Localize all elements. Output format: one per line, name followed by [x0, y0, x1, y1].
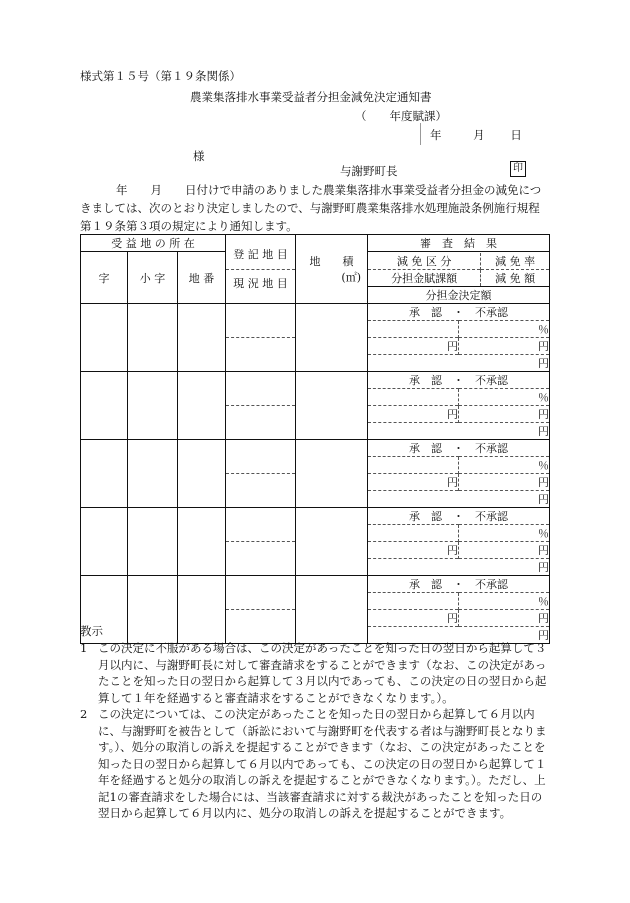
cell-land-category: [226, 304, 296, 372]
header-current: 現 況 地 目: [233, 276, 288, 290]
exemption-yen: 円: [459, 542, 550, 559]
approval-choice: 承 認 ・ 不承認: [409, 374, 509, 387]
header-area-unit: (㎡): [341, 271, 362, 284]
note-text: この決定については、この決定があったことを知った日の翌日から起算して６月以内に、与謝野町を被告として（訴訟において与謝野町を代表する者は与謝野町長となります。）、処分の取消しの訴えを提起することができます（なお、この決定があったことを知った日の翌日から起算して６月以内であっても、この決定の日の翌日から起算して１年を経過すると処分の取消しの訴えを提起することができなくなります。）。ただし、上記1の審査請求をした場合には、当該審査請求に対する裁決があったことを知った日の翌日から起算して６月以内に、処分の取消しの訴えを提起することができます。: [98, 707, 547, 820]
cell-review-result: [368, 576, 550, 644]
sender-name: 与謝野町長: [340, 164, 398, 178]
rate-percent: ％: [459, 321, 550, 338]
header-registered: 登 記 地 目: [226, 241, 295, 270]
table-row: [81, 576, 550, 644]
exemption-yen: 円: [459, 610, 550, 627]
fiscal-year-line: （ 年度賦課）: [355, 109, 447, 123]
decided-yen: 円: [368, 627, 549, 644]
cell-review-result: [368, 372, 550, 440]
approval-choice: 承 認 ・ 不承認: [409, 510, 509, 523]
decided-yen: 円: [368, 423, 549, 440]
cell-chiban: [178, 576, 226, 644]
cell-chiban: [178, 372, 226, 440]
cell-land-category: [226, 576, 296, 644]
body-text: 年 月 日付けで申請のありました農業集落排水事業受益者分担金の減免につきましては、次のとおり決定しましたので、与謝野町農業集落排水処理施設条例施行規程第１９条第３項の規定により通知します。: [80, 183, 542, 233]
body-paragraph: [80, 181, 550, 235]
header-area: [296, 235, 368, 304]
rate-percent: ％: [459, 389, 550, 406]
note-text: この決定に不服がある場合は、この決定があったことを知った日の翌日から起算して３月以内に、与謝野町長に対して審査請求をすることができます（なお、この決定があったことを知った日の翌日から起算して３月以内であっても、この決定の日の翌日から起算して１年を経過すると審査請求をすることができなくなります。）。: [98, 641, 547, 705]
header-location: 受 益 地 の 所 在: [81, 235, 226, 252]
note-number: 1: [80, 641, 88, 655]
cell-review-result: [368, 508, 550, 576]
cell-area: [296, 508, 368, 576]
table-row: [81, 508, 550, 576]
date-month: 月: [473, 128, 485, 142]
header-exemption-rate: 減 免 率: [481, 253, 549, 270]
levy-yen: 円: [368, 610, 459, 627]
table-row: [81, 304, 550, 372]
rate-percent: ％: [459, 525, 550, 542]
exemption-yen: 円: [459, 338, 550, 355]
cell-koaza: [128, 440, 178, 508]
notes-list: [80, 640, 550, 822]
cell-aza: [81, 372, 128, 440]
cell-chiban: [178, 304, 226, 372]
header-review: 審 査 結 果: [368, 235, 550, 252]
cell-chiban: [178, 508, 226, 576]
date-day: 日: [510, 128, 522, 142]
date-line: [430, 127, 536, 143]
header-land-category: [226, 235, 296, 304]
table-row: [81, 440, 550, 508]
decided-yen: 円: [368, 355, 549, 372]
decided-yen: 円: [368, 491, 549, 508]
cell-review-result: [368, 440, 550, 508]
approval-choice: 承 認 ・ 不承認: [409, 306, 509, 319]
exemption-yen: 円: [459, 406, 550, 423]
decided-yen: 円: [368, 559, 549, 576]
rate-percent: ％: [459, 593, 550, 610]
cell-aza: [81, 304, 128, 372]
header-levy-amount: 分担金賦課額: [368, 269, 481, 286]
form-number: 様式第１５号（第１９条関係）: [80, 69, 241, 83]
cell-land-category: [226, 508, 296, 576]
note-number: 2: [80, 707, 88, 721]
cell-review-result: [368, 304, 550, 372]
date-divider: [420, 123, 421, 145]
header-exemption-amount: 減 免 額: [481, 269, 549, 286]
cell-aza: [81, 440, 128, 508]
header-aza: 字: [81, 252, 128, 304]
date-year: 年: [430, 128, 442, 142]
cell-koaza: [128, 576, 178, 644]
levy-yen: 円: [368, 338, 459, 355]
header-decided-amount: 分担金決定額: [368, 287, 550, 304]
header-chiban: 地 番: [178, 252, 226, 304]
levy-yen: 円: [368, 474, 459, 491]
cell-koaza: [128, 508, 178, 576]
cell-chiban: [178, 440, 226, 508]
header-review-detail: [368, 252, 550, 287]
list-item: [80, 640, 550, 706]
list-item: [80, 706, 550, 822]
cell-koaza: [128, 372, 178, 440]
notes-label: 教示: [80, 624, 103, 638]
addressee-suffix: 様: [193, 149, 205, 163]
header-exemption-category: 減 免 区 分: [396, 254, 452, 268]
approval-choice: 承 認 ・ 不承認: [409, 578, 509, 591]
header-koaza: 小 字: [128, 252, 178, 304]
approval-choice: 承 認 ・ 不承認: [409, 442, 509, 455]
levy-yen: 円: [368, 542, 459, 559]
rate-percent: ％: [459, 457, 550, 474]
cell-land-category: [226, 440, 296, 508]
document-title: 農業集落排水事業受益者分担金減免決定通知書: [190, 90, 432, 104]
seal-mark: 印: [510, 161, 526, 177]
cell-area: [296, 372, 368, 440]
exemption-yen: 円: [459, 474, 550, 491]
cell-aza: [81, 508, 128, 576]
cell-land-category: [226, 372, 296, 440]
levy-yen: 円: [368, 406, 459, 423]
cell-area: [296, 304, 368, 372]
header-area-label: 地 積: [309, 255, 354, 268]
cell-koaza: [128, 304, 178, 372]
cell-area: [296, 440, 368, 508]
cell-area: [296, 576, 368, 644]
table-row: [81, 372, 550, 440]
decision-table: [80, 234, 550, 644]
